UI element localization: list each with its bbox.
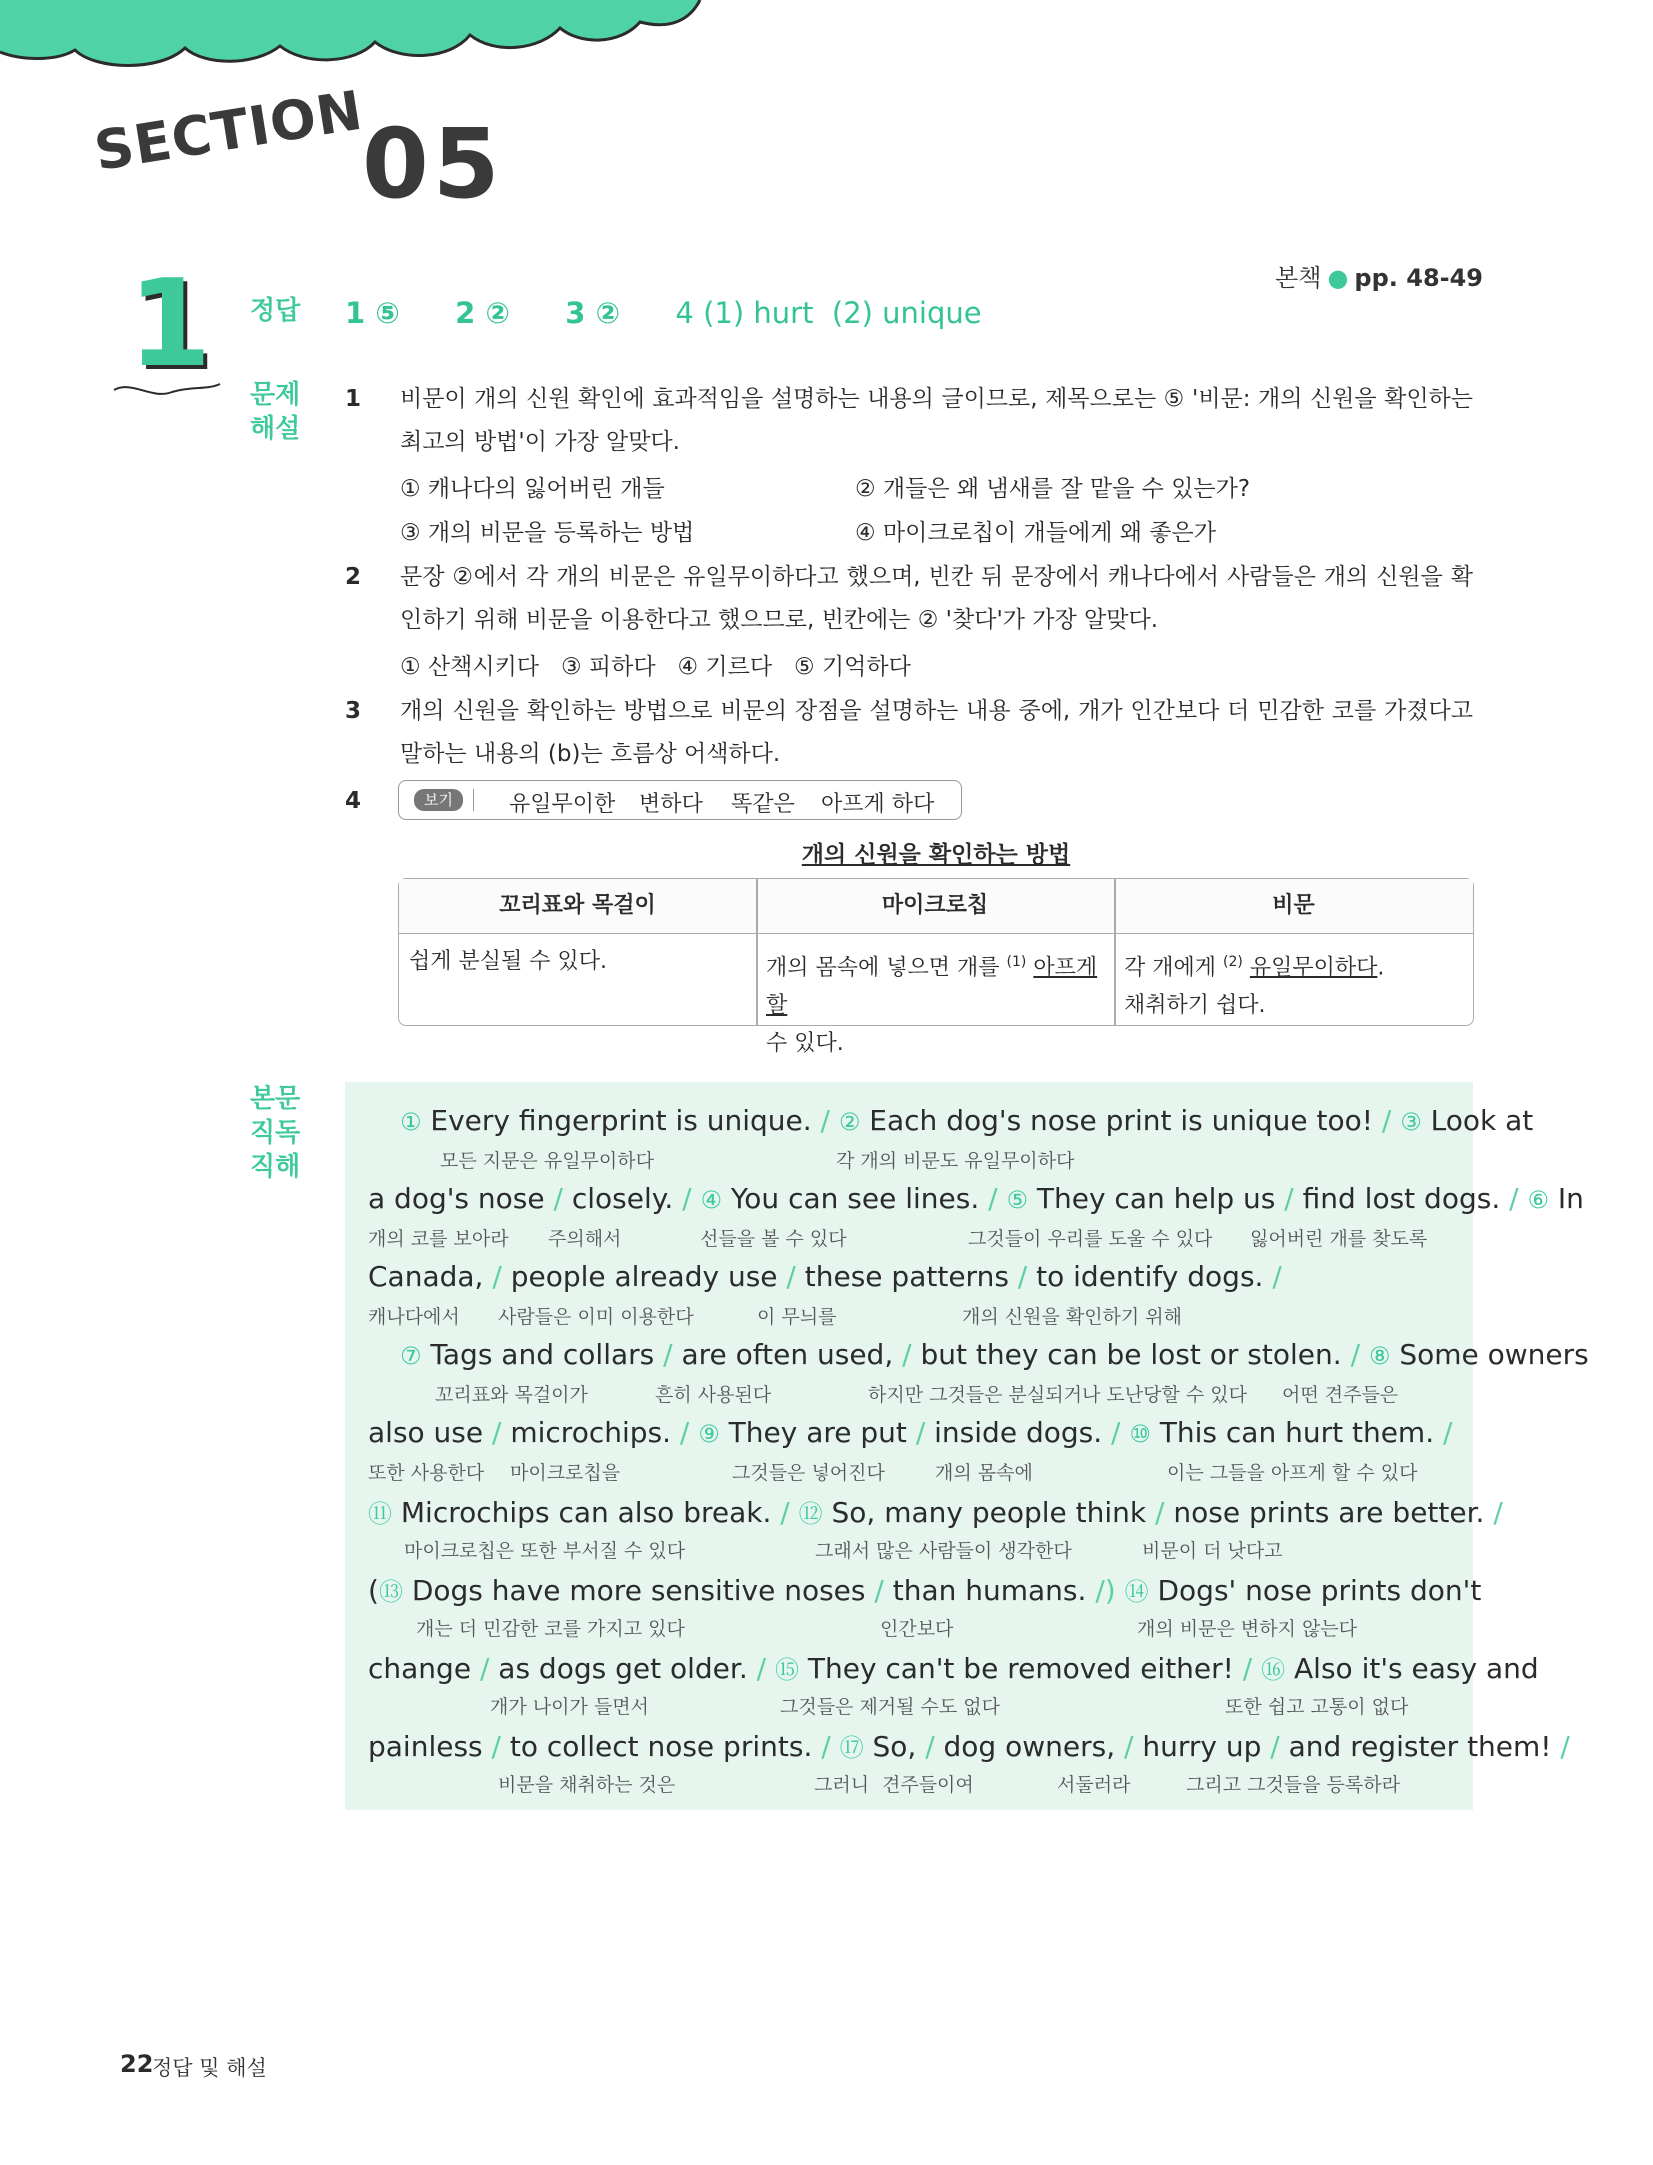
reading-korean-gloss: 견주들이여 (882, 1774, 974, 1796)
answer-2: 2 ② (455, 296, 510, 330)
reading-korean-gloss: 캐나다에서 (368, 1306, 460, 1328)
reading-korean-gloss: 그러니 (814, 1774, 870, 1796)
table-header: 비문 (1114, 879, 1473, 934)
table-cell (758, 935, 1114, 1071)
reading-label-3: 직해 (250, 1152, 301, 1182)
reading-english-line: also use / microchips. / ⑨ They are put / inside dogs. / ⑩ This can hurt them. / (368, 1416, 1453, 1449)
reading-korean-gloss: 개의 신원을 확인하기 위해 (962, 1306, 1183, 1328)
option-line: ① 산책시키다 ③ 피하다 ④ 기르다 ⑤ 기억하다 (400, 654, 911, 680)
reading-korean-gloss: 잃어버린 개를 찾도록 (1250, 1228, 1428, 1250)
page-reference (1275, 258, 1483, 293)
answer-1: 1 ⑤ (345, 296, 400, 330)
reading-korean-gloss: 어떤 견주들은 (1282, 1384, 1399, 1406)
blank-answer: 유일무이하다 (1249, 955, 1378, 981)
reading-english-line: Canada, / people already use / these patterns / to identify dogs. / (368, 1260, 1282, 1293)
example-word: 유일무이한 (509, 792, 616, 817)
explanation-label-2: 해설 (250, 414, 301, 444)
table-cell (401, 935, 757, 989)
reading-korean-gloss: 선들을 볼 수 있다 (700, 1228, 847, 1250)
reading-english-line: ⑪ Microchips can also break. / ⑫ So, many people think / nose prints are better. / (368, 1496, 1503, 1529)
option-2: ② 개들은 왜 냄새를 잘 맡을 수 있는가? (855, 476, 1251, 502)
explanation-text: 개의 신원을 확인하는 방법으로 비문의 장점을 설명하는 내용 중에, 개가 인간보다 더 민감한 코를 가졌다고 말하는 내용의 (b)는 흐름상 어색하다. (400, 698, 1473, 767)
reading-english-line: (⑬ Dogs have more sensitive noses / than humans. /) ⑭ Dogs' nose prints don't (368, 1574, 1482, 1607)
section-number: 05 (362, 108, 504, 220)
reading-korean-gloss: 그리고 그것들을 등록하라 (1186, 1774, 1400, 1796)
cell-text: 각 개에게 (1124, 955, 1223, 981)
blank-number: (1) (1006, 954, 1027, 970)
reading-korean-gloss: 사람들은 이미 이용한다 (498, 1306, 694, 1328)
answer-4: 4 (1) hurt (2) unique (675, 296, 982, 330)
page-number: 22 (120, 2050, 154, 2078)
explanation-number: 4 (345, 788, 362, 814)
reading-korean-gloss: 마이크로칩을 (510, 1462, 621, 1484)
reading-korean-gloss: 그것들은 제거될 수도 없다 (780, 1696, 1001, 1718)
option-3: ③ 개의 비문을 등록하는 방법 (400, 520, 695, 546)
reading-english-line: change / as dogs get older. / ⑮ They can't be removed either! / ⑯ Also it's easy and (368, 1652, 1539, 1685)
blank-answer: 아프게 할 (766, 955, 1098, 1019)
cell-text: 채취하기 쉽다. (1124, 993, 1266, 1019)
reading-korean-gloss: 흔히 사용된다 (655, 1384, 772, 1406)
answer-label: 정답 (250, 296, 301, 326)
reading-korean-gloss: 그것들은 넣어진다 (732, 1462, 885, 1484)
table-title: 개의 신원을 확인하는 방법 (801, 842, 1071, 868)
divider (473, 789, 474, 811)
page-ref-book: 본책 (1275, 264, 1322, 292)
reading-korean-gloss: 비문을 채취하는 것은 (498, 1774, 676, 1796)
option-4: ④ 마이크로칩이 개들에게 왜 좋은가 (855, 520, 1216, 546)
reading-korean-gloss: 비문이 더 낫다고 (1142, 1540, 1283, 1562)
cell-text: . (1377, 955, 1385, 981)
question-number: 1 (128, 255, 212, 394)
reading-english-line: painless / to collect nose prints. / ⑰ So, / dog owners, / hurry up / and register them! / (368, 1730, 1570, 1763)
reading-korean-gloss: 그래서 많은 사람들이 생각한다 (815, 1540, 1072, 1562)
reading-korean-gloss: 또한 쉽고 고통이 없다 (1225, 1696, 1409, 1718)
blank-number: (2) (1223, 954, 1243, 970)
cell-text: 수 있다. (766, 1031, 844, 1057)
reading-korean-gloss: 각 개의 비문도 유일무이하다 (836, 1150, 1075, 1172)
reading-korean-gloss: 모든 지문은 유일무이하다 (440, 1150, 654, 1172)
explanation-number: 1 (345, 386, 362, 412)
section-title-word: SECTION (90, 78, 368, 183)
example-word: 아프게 하다 (821, 792, 935, 817)
page-ref-pages: pp. 48-49 (1354, 264, 1483, 292)
reading-korean-gloss: 마이크로칩은 또한 부서질 수 있다 (404, 1540, 686, 1562)
option-1: ① 캐나다의 잃어버린 개들 (400, 476, 665, 502)
example-word-box (398, 780, 962, 820)
table-header: 마이크로칩 (756, 879, 1114, 934)
cell-text: 개의 몸속에 넣으면 개를 (766, 955, 1007, 981)
reading-label-2: 직독 (250, 1118, 301, 1148)
footer-title: 정답 및 해설 (152, 2056, 267, 2080)
table-cell (1116, 935, 1472, 1033)
explanation-number: 3 (345, 698, 362, 724)
reading-korean-gloss: 인간보다 (880, 1618, 954, 1640)
question-underline-decoration (112, 378, 222, 400)
explanation-label-1: 문제 (250, 380, 301, 410)
summary-table (398, 878, 1474, 1057)
reading-korean-gloss: 개가 나이가 들면서 (490, 1696, 649, 1718)
reading-english-line: ⑦ Tags and collars / are often used, / but they can be lost or stolen. / ⑧ Some owners (400, 1338, 1589, 1371)
reading-korean-gloss: 개의 몸속에 (935, 1462, 1033, 1484)
explanation-text: 문장 ②에서 각 개의 비문은 유일무이하다고 했으며, 빈칸 뒤 문장에서 캐나다에서 사람들은 개의 신원을 확인하기 위해 비문을 이용한다고 했으므로, 빈칸에는 ② '찾다'가 가장 알맞다. (400, 564, 1473, 633)
reading-korean-gloss: 그것들이 우리를 도울 수 있다 (968, 1228, 1213, 1250)
reading-korean-gloss: 꼬리표와 목걸이가 (435, 1384, 588, 1406)
bullet-dot-icon: ● (1327, 264, 1349, 292)
header-cloud-decoration (0, 0, 720, 110)
reading-korean-gloss: 하지만 그것들은 분실되거나 도난당할 수 있다 (868, 1384, 1247, 1406)
reading-korean-gloss: 개의 코를 보아라 (368, 1228, 509, 1250)
reading-korean-gloss: 서둘러라 (1057, 1774, 1131, 1796)
example-word: 변하다 (639, 792, 703, 817)
answer-list (345, 296, 982, 330)
reading-korean-gloss: 주의해서 (548, 1228, 622, 1250)
explanation-number: 2 (345, 564, 362, 590)
table-header: 꼬리표와 목걸이 (399, 879, 756, 934)
reading-english-line: ① Every fingerprint is unique. / ② Each dog's nose print is unique too! / ③ Look at (400, 1104, 1534, 1137)
reading-label-1: 본문 (250, 1084, 301, 1114)
reading-korean-gloss: 또한 사용한다 (368, 1462, 485, 1484)
reading-korean-gloss: 이는 그들을 아프게 할 수 있다 (1167, 1462, 1418, 1484)
reading-korean-gloss: 이 무늬를 (757, 1306, 837, 1328)
reading-english-line: a dog's nose / closely. / ④ You can see lines. / ⑤ They can help us / find lost dogs. / ⑥ In (368, 1182, 1584, 1215)
reading-korean-gloss: 개의 비문은 변하지 않는다 (1137, 1618, 1358, 1640)
answer-3: 3 ② (565, 296, 621, 330)
explanation-text: 비문이 개의 신원 확인에 효과적임을 설명하는 내용의 글이므로, 제목으로는 ⑤ '비문: 개의 신원을 확인하는 최고의 방법'이 가장 알맞다. (400, 386, 1473, 455)
example-word: 똑같은 (731, 792, 795, 817)
example-tag: 보기 (414, 789, 463, 811)
cell-text: 쉽게 분실될 수 있다. (409, 949, 607, 974)
reading-korean-gloss: 개는 더 민감한 코를 가지고 있다 (416, 1618, 685, 1640)
